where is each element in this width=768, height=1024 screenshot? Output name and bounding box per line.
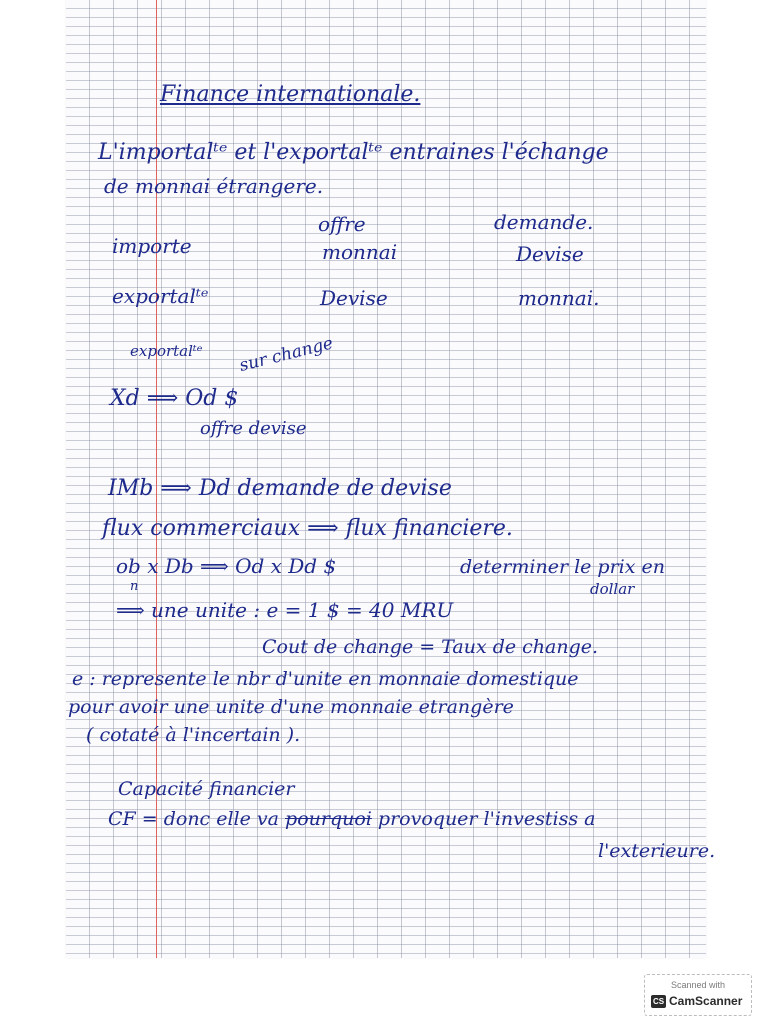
cf-rest: provoquer l'investiss a [377, 808, 596, 830]
camscanner-logo-icon: CS [652, 997, 665, 1006]
cf-line [108, 810, 595, 829]
offre-devise-note: offre devise [200, 418, 307, 439]
cf-struck-word: pourquoi [285, 808, 372, 830]
represente-line: e : represente le nbr d'unite en monnaie domestique [72, 668, 579, 690]
cout-change-line: Cout de change = Taux de change. [262, 636, 599, 658]
page-title: Finance internationale. [160, 82, 421, 107]
ob-formula: ob x Db ⟹ Od x Dd $ [116, 554, 337, 578]
table-row-import-demande: Devise [516, 242, 584, 266]
sur-change-annotation: sur change [237, 333, 336, 376]
table-row-export-offre: Devise [320, 286, 388, 310]
flux-line: flux commerciaux ⟹ flux financiere. [102, 516, 513, 541]
xd-formula: Xd ⟹ Od $ [110, 386, 239, 411]
table-header-offre: offre [318, 212, 366, 236]
dollar-note: dollar [590, 580, 635, 598]
note-line-import-export: L'importalᵗᵉ et l'exportalᵗᵉ entraines l'échange [98, 140, 609, 165]
pour-avoir-line: pour avoir une unite d'une monnaie etrangère [68, 696, 514, 718]
table-row-import-offre: monnai [322, 240, 398, 264]
table-row-import-label: importe [112, 234, 192, 258]
table-row-export-demande: monnai. [518, 286, 600, 310]
ob-subscript: n [130, 579, 139, 594]
table-row-export-label: exportalᵗᵉ [112, 284, 209, 308]
camscanner-badge [644, 974, 752, 1016]
determiner-note: determiner le prix en [460, 556, 665, 578]
cotate-line: ( cotaté à l'incertain ). [86, 724, 301, 746]
imb-formula: IMb ⟹ Dd demande de devise [108, 476, 452, 501]
exportate-label: exportalᵗᵉ [130, 342, 203, 360]
note-line-monnaie: de monnai étrangere. [104, 174, 324, 198]
capacite-heading: Capacité financier [118, 778, 295, 800]
camscanner-name: CamScanner [669, 994, 743, 1008]
cf-prefix: CF = donc elle va [108, 808, 279, 830]
scanned-with-label: Scanned with [670, 980, 726, 990]
table-header-demande: demande. [494, 210, 594, 234]
exterieure-word: l'exterieure. [598, 840, 716, 862]
unite-equation: ⟹ une unite : e = 1 $ = 40 MRU [116, 598, 454, 622]
